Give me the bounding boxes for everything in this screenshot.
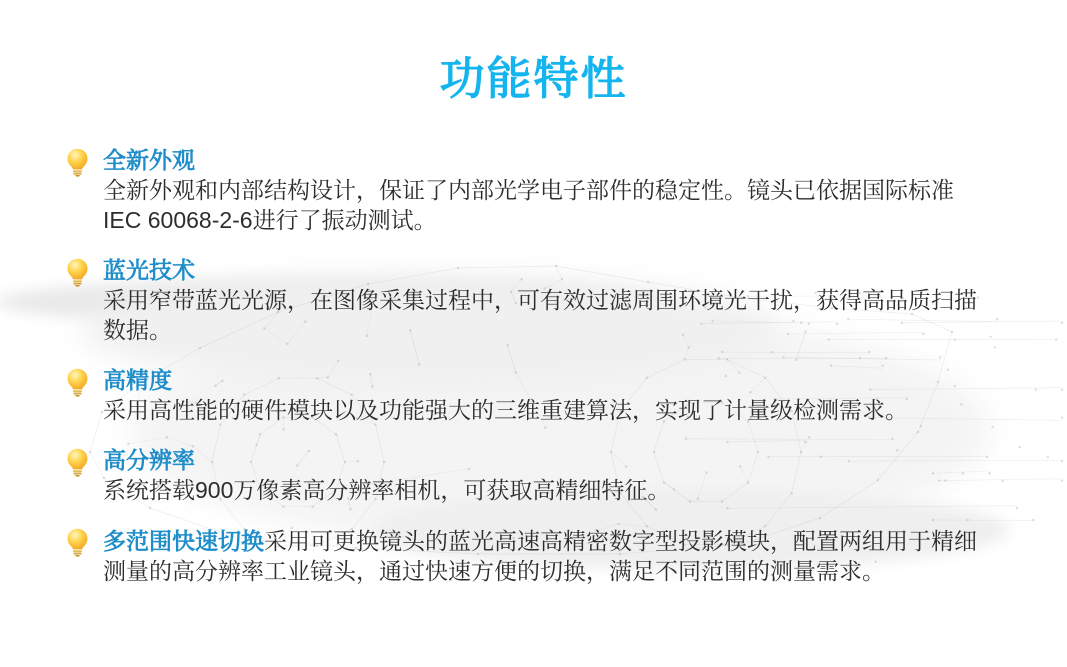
feature-heading: 高分辨率 <box>103 447 195 473</box>
feature-list <box>66 146 978 607</box>
lightbulb-icon <box>66 258 89 287</box>
feature-item-high-accuracy <box>66 366 978 425</box>
page-title: 功能特性 <box>439 53 628 104</box>
feature-item-new-look <box>66 146 978 235</box>
lightbulb-icon <box>66 368 89 397</box>
feature-heading: 蓝光技术 <box>103 257 195 283</box>
feature-body: 全新外观和内部结构设计，保证了内部光学电子部件的稳定性。镜头已依据国际标准IEC 60068-2-6进行了振动测试。 <box>103 177 954 233</box>
feature-body: 系统搭载900万像素高分辨率相机，可获取高精细特征。 <box>103 477 671 503</box>
feature-body: 采用高性能的硬件模块以及功能强大的三维重建算法，实现了计量级检测需求。 <box>103 397 908 423</box>
feature-item-blue-light <box>66 256 978 345</box>
feature-body-text: 采用可更换镜头的蓝光高速高精密数字型投影模块，配置两组用于精细测量的高分辨率工业镜头，通过快速方便的切换，满足不同范围的测量需求。 <box>103 528 977 584</box>
feature-heading: 高精度 <box>103 367 172 393</box>
lightbulb-icon <box>66 448 89 477</box>
feature-heading-inline: 多范围快速切换 <box>103 528 264 554</box>
lightbulb-icon <box>66 528 89 557</box>
feature-heading: 全新外观 <box>103 147 195 173</box>
feature-body <box>103 526 978 586</box>
lightbulb-icon <box>66 148 89 177</box>
feature-item-multi-range-switch <box>66 526 978 586</box>
feature-item-high-resolution <box>66 446 978 505</box>
feature-body: 采用窄带蓝光光源，在图像采集过程中，可有效过滤周围环境光干扰，获得高品质扫描数据。 <box>103 287 977 343</box>
